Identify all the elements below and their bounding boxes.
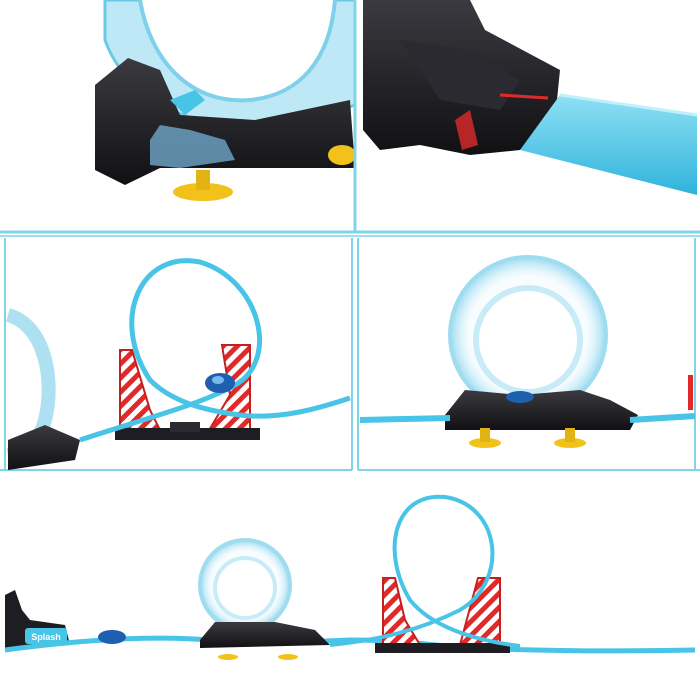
- closed-loop-inner: [476, 288, 580, 392]
- toy-car: [98, 630, 126, 644]
- support-base: [375, 643, 510, 653]
- car-window: [212, 376, 224, 384]
- suction-cup: [278, 654, 298, 660]
- launcher-label: Splash: [31, 632, 61, 642]
- red-support-edge: [688, 375, 693, 410]
- suction-stem: [480, 428, 490, 442]
- suction-stem: [565, 428, 575, 442]
- suction-stem: [196, 170, 210, 190]
- suction-cup: [218, 654, 238, 660]
- track-left: [360, 418, 450, 420]
- closed-loop-inner: [215, 558, 275, 618]
- support-connector: [170, 422, 200, 432]
- toy-car: [506, 391, 534, 403]
- track-right: [630, 416, 695, 420]
- suction-cup: [328, 145, 356, 165]
